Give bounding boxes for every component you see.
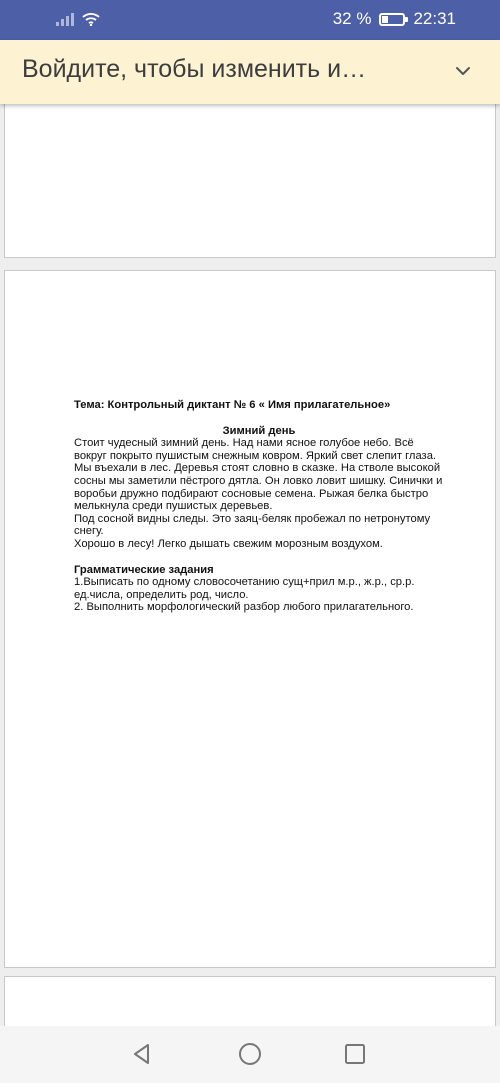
home-icon[interactable] — [236, 1040, 264, 1068]
navigation-bar — [0, 1026, 500, 1083]
document-page-2 — [4, 270, 496, 968]
task-item: 1.Выписать по одному словосочетанию сущ+прил м.р., ж.р., ср.р. ед.числа, определить род, число. — [74, 576, 415, 601]
paragraph: Хорошо в лесу! Легко дышать свежим морозным воздухом. — [74, 537, 383, 550]
document-page-1 — [4, 100, 496, 258]
wifi-icon — [82, 12, 100, 26]
battery-icon — [379, 13, 405, 26]
recent-apps-icon[interactable] — [341, 1040, 369, 1068]
status-right — [333, 9, 456, 29]
document-heading: Зимний день — [222, 424, 296, 437]
status-left — [56, 12, 100, 26]
status-bar — [0, 0, 500, 40]
battery-fill — [382, 16, 388, 23]
signal-icon — [56, 12, 74, 26]
battery-percent: 32 % — [332, 9, 372, 28]
tasks-heading: Грамматические задания — [74, 563, 214, 576]
signin-banner-text: Войдите, чтобы изменить и… — [22, 55, 367, 83]
task-item: 2. Выполнить морфологический разбор любого прилагательного. — [74, 601, 414, 614]
document-title: Тема: Контрольный диктант № 6 « Имя прилагательное» — [74, 399, 391, 411]
clock: 22:31 — [413, 9, 456, 28]
back-icon[interactable] — [128, 1040, 156, 1068]
document-content — [74, 399, 444, 614]
paragraph: Стоит чудесный зимний день. Над нами ясное голубое небо. Всё вокруг покрыто пушистым снежным ковром. Яркий свет слепит глаза. Мы въехали в лес. Деревья стоят словно в сказке. На стволе высокой сосны мы заметили пёстрого дятла. Он ловко ловит шишку. Синички и воробьи дружно подбирают сосновые семена. Рыжая белка быстро мелькнула среди пушистых деревьев. — [74, 437, 443, 513]
chevron-down-icon[interactable] — [452, 60, 474, 82]
signin-banner[interactable] — [0, 40, 500, 104]
paragraph: Под сосной видны следы. Это заяц-беляк пробежал по нетронутому снегу. — [74, 512, 431, 538]
